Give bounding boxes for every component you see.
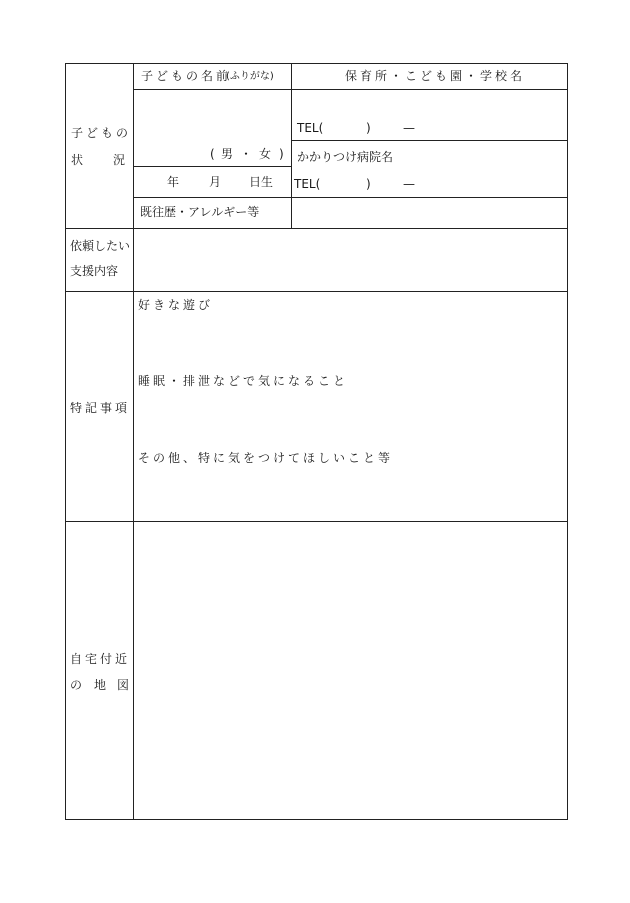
support-field[interactable] bbox=[135, 230, 566, 290]
name-school-divider bbox=[291, 63, 292, 229]
map-field[interactable] bbox=[135, 523, 566, 818]
table-border-top bbox=[65, 63, 568, 64]
table-border-left bbox=[65, 63, 66, 820]
birth-year-label: 年 bbox=[167, 175, 180, 189]
furigana-note: (ふりがな) bbox=[226, 71, 274, 82]
school-tel-dash: — bbox=[403, 121, 415, 135]
name-birth-line bbox=[133, 166, 292, 167]
label-column-divider bbox=[133, 63, 134, 820]
support-label-line2: 支援内容 bbox=[70, 264, 119, 278]
table-border-bottom bbox=[65, 819, 568, 820]
child-name-header: 子どもの名前 bbox=[141, 69, 232, 83]
child-section-bottom bbox=[65, 228, 568, 229]
hospital-tel-prefix: TEL( bbox=[294, 177, 321, 191]
gender-female[interactable]: 女 bbox=[259, 147, 272, 161]
child-name-field[interactable] bbox=[135, 91, 290, 141]
school-tel-line bbox=[291, 140, 568, 141]
notes-label: 特記事項 bbox=[70, 401, 131, 415]
child-status-label-line1: 子どもの bbox=[71, 126, 132, 140]
medical-history-label: 既往歴・アレルギー等 bbox=[140, 205, 260, 219]
notes-item-other-care: その他、特に気をつけてほしいこと等 bbox=[138, 451, 394, 465]
school-tel-prefix: TEL( bbox=[297, 121, 324, 135]
map-label-line1: 自宅付近 bbox=[70, 652, 131, 666]
school-tel-field[interactable] bbox=[293, 117, 566, 139]
child-status-label-char-1: 状 bbox=[71, 153, 84, 167]
notes-item-favorite-play: 好きな遊び bbox=[138, 298, 214, 312]
support-section-bottom bbox=[65, 291, 568, 292]
gender-dot: ・ bbox=[240, 147, 253, 161]
table-border-right bbox=[567, 63, 568, 820]
hospital-tel-close: ) bbox=[366, 177, 371, 191]
birth-day-label: 日生 bbox=[249, 175, 274, 189]
hospital-field[interactable] bbox=[293, 142, 566, 196]
notes-field[interactable] bbox=[135, 293, 566, 520]
notes-item-sleep-toilet: 睡眠・排泄などで気になること bbox=[138, 374, 349, 388]
hospital-tel-dash: — bbox=[403, 177, 415, 191]
support-label-line1: 依頼したい bbox=[70, 239, 131, 253]
child-status-label-char-2: 況 bbox=[113, 153, 126, 167]
school-name-field[interactable] bbox=[293, 91, 566, 116]
header-row-line bbox=[133, 89, 568, 90]
map-label-char-3: 図 bbox=[117, 678, 130, 692]
map-label-char-2: 地 bbox=[94, 678, 107, 692]
school-header: 保育所・こども園・学校名 bbox=[345, 69, 526, 83]
gender-open: ( bbox=[210, 147, 215, 161]
birth-month-label: 月 bbox=[209, 175, 222, 189]
map-label-char-1: の bbox=[70, 678, 83, 692]
notes-section-bottom bbox=[65, 521, 568, 522]
medical-history-field[interactable] bbox=[293, 199, 566, 227]
school-tel-close: ) bbox=[366, 121, 371, 135]
gender-male[interactable]: 男 bbox=[221, 147, 234, 161]
hospital-label: かかりつけ病院名 bbox=[297, 150, 394, 164]
gender-close: ) bbox=[279, 147, 284, 161]
history-line bbox=[133, 197, 568, 198]
